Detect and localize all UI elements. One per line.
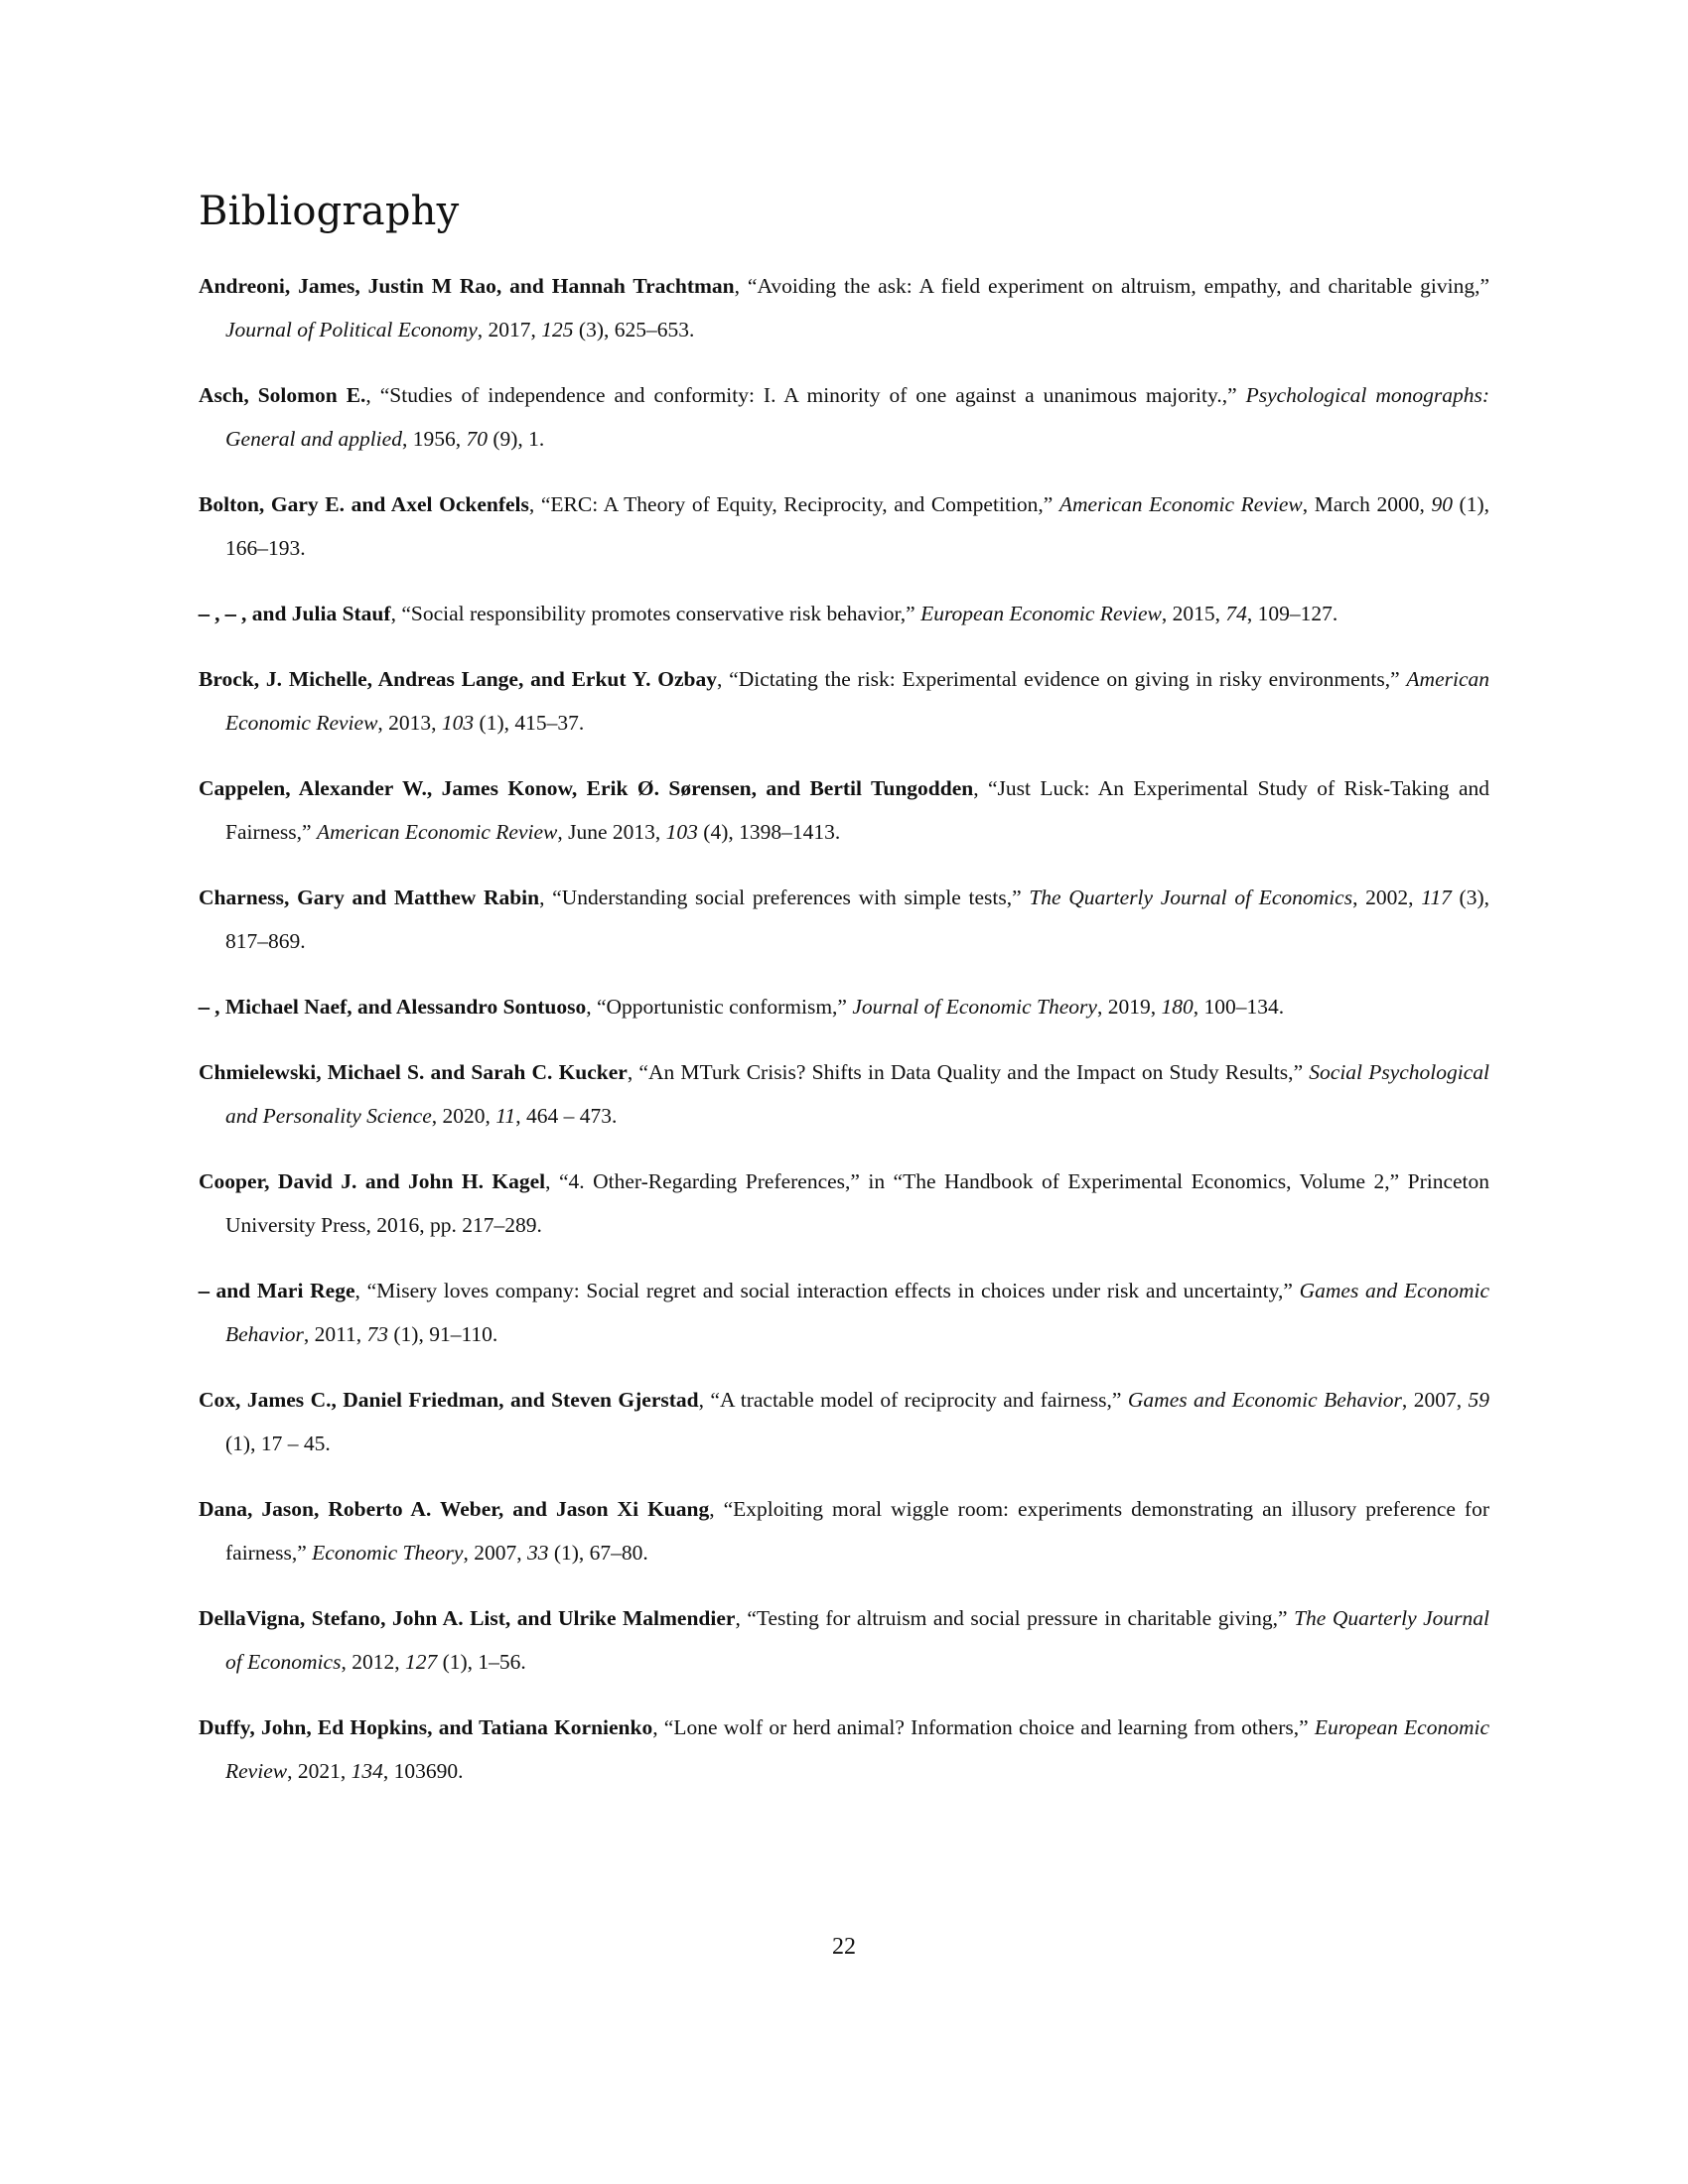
- reference-authors: ⎯ , ⎯ , and Julia Stauf: [199, 602, 391, 625]
- reference-pages: (3), 817–869.: [225, 886, 1489, 953]
- reference-authors: Dana, Jason, Roberto A. Weber, and Jason Xi Kuang: [199, 1497, 710, 1521]
- reference-pages: (4), 1398–1413.: [703, 820, 841, 844]
- reference-authors: DellaVigna, Stefano, John A. List, and Ulrike Malmendier: [199, 1606, 736, 1630]
- reference-entry: Chmielewski, Michael S. and Sarah C. Kucker, “An MTurk Crisis? Shifts in Data Quality and the Impact on Study Results,” Social Psychological and Personality Science, 2020, 11, 464 – 473.: [199, 1060, 1489, 1128]
- reference-volume: 70: [466, 427, 488, 451]
- reference-publisher: Princeton University Press, 2016, pp. 217–289.: [225, 1169, 1490, 1237]
- reference-pages: (1), 166–193.: [225, 492, 1489, 560]
- reference-volume: 103: [665, 820, 698, 844]
- reference-authors: Cooper, David J. and John H. Kagel: [199, 1169, 546, 1193]
- reference-volume: 117: [1421, 886, 1452, 909]
- reference-authors: Charness, Gary and Matthew Rabin: [199, 886, 540, 909]
- reference-authors: Bolton, Gary E. and Axel Ockenfels: [199, 492, 529, 516]
- reference-year: 2015: [1172, 602, 1215, 625]
- reference-pages: (3), 625–653.: [578, 318, 695, 341]
- reference-authors: ⎯ , Michael Naef, and Alessandro Sontuoso: [199, 995, 587, 1019]
- reference-volume: 11: [495, 1104, 516, 1128]
- reference-volume: 125: [541, 318, 574, 341]
- reference-title: Just Luck: An Experimental Study of Risk-Taking and Fairness,: [225, 776, 1489, 844]
- reference-title: Misery loves company: Social regret and social interaction effects in choices under risk and uncertainty,: [376, 1279, 1284, 1302]
- reference-year: June 2013: [568, 820, 655, 844]
- reference-volume: 180: [1161, 995, 1194, 1019]
- reference-title: Exploiting moral wiggle room: experiments demonstrating an illusory preference for fairness,: [225, 1497, 1489, 1565]
- reference-entry: DellaVigna, Stefano, John A. List, and Ulrike Malmendier, “Testing for altruism and social pressure in charitable giving,” The Quarterly Journal of Economics, 2012, 127 (1), 1–56.: [199, 1606, 1489, 1674]
- reference-title: A tractable model of reciprocity and fairness,: [719, 1388, 1112, 1412]
- reference-pages: (1), 91–110.: [393, 1322, 498, 1346]
- reference-title: 4. Other-Regarding Preferences,: [568, 1169, 851, 1193]
- reference-volume: 90: [1431, 492, 1453, 516]
- reference-volume: 74: [1225, 602, 1247, 625]
- reference-year: 2002: [1365, 886, 1409, 909]
- reference-pages: (1), 415–37.: [479, 711, 585, 735]
- reference-volume: 127: [404, 1650, 438, 1674]
- reference-entry: Bolton, Gary E. and Axel Ockenfels, “ERC: A Theory of Equity, Reciprocity, and Competition,” American Economic Review, March 2000, 90 (1), 166–193.: [199, 492, 1489, 560]
- reference-journal: American Economic Review: [225, 667, 1490, 735]
- reference-title: ERC: A Theory of Equity, Reciprocity, and Competition,: [550, 492, 1044, 516]
- reference-title: Studies of independence and conformity: I. A minority of one against a unanimous majority.,: [389, 383, 1228, 407]
- reference-journal: The Quarterly Journal of Economics: [1029, 886, 1353, 909]
- reference-journal: Games and Economic Behavior: [225, 1279, 1489, 1346]
- reference-pages: (1), 1–56.: [442, 1650, 526, 1674]
- reference-entry: Asch, Solomon E., “Studies of independence and conformity: I. A minority of one against a unanimous majority.,” Psychological monographs: General and applied, 1956, 70 (9), 1.: [199, 383, 1489, 451]
- reference-journal: Journal of Economic Theory: [852, 995, 1097, 1019]
- reference-year: 2021: [297, 1759, 341, 1783]
- reference-title: Understanding social preferences with simple tests,: [561, 886, 1013, 909]
- reference-journal: Economic Theory: [312, 1541, 464, 1565]
- reference-pages: 100–134.: [1203, 995, 1285, 1019]
- reference-journal: American Economic Review: [1058, 492, 1303, 516]
- reference-list: [199, 264, 1489, 1793]
- reference-journal: American Economic Review: [316, 820, 558, 844]
- reference-entry: Andreoni, James, Justin M Rao, and Hannah Trachtman, “Avoiding the ask: A field experiment on altruism, empathy, and charitable giving,” Journal of Political Economy, 2017, 125 (3), 625–653.: [199, 274, 1489, 341]
- reference-journal: Social Psychological and Personality Science: [225, 1060, 1489, 1128]
- reference-year: 2012: [352, 1650, 395, 1674]
- page-number: 22: [832, 1934, 856, 1960]
- reference-year: 2020: [442, 1104, 486, 1128]
- reference-authors: Asch, Solomon E.: [199, 383, 366, 407]
- reference-entry: Duffy, John, Ed Hopkins, and Tatiana Kornienko, “Lone wolf or herd animal? Information choice and learning from others,” European Economic Review, 2021, 134, 103690.: [199, 1715, 1490, 1783]
- reference-pages: (9), 1.: [492, 427, 545, 451]
- reference-title: Testing for altruism and social pressure in charitable giving,: [756, 1606, 1279, 1630]
- reference-journal: Games and Economic Behavior: [1127, 1388, 1402, 1412]
- reference-title: An MTurk Crisis? Shifts in Data Quality and the Impact on Study Results,: [647, 1060, 1294, 1084]
- reference-year: 2011: [314, 1322, 356, 1346]
- reference-authors: Andreoni, James, Justin M Rao, and Hannah Trachtman: [199, 274, 735, 298]
- reference-pages: 103690.: [393, 1759, 464, 1783]
- reference-entry: Cappelen, Alexander W., James Konow, Erik Ø. Sørensen, and Bertil Tungodden, “Just Luck: An Experimental Study of Risk-Taking and Fairness,” American Economic Review, June 2013, 103 (4), 1398–1413.: [199, 776, 1489, 844]
- reference-title: Opportunistic conformism,: [606, 995, 838, 1019]
- reference-volume: 73: [366, 1322, 389, 1346]
- reference-year: 2007: [1413, 1388, 1457, 1412]
- reference-title: Dictating the risk: Experimental evidence on giving in risky environments,: [738, 667, 1391, 691]
- reference-volume: 134: [351, 1759, 383, 1783]
- reference-year: 2019: [1107, 995, 1151, 1019]
- reference-title: Avoiding the ask: A field experiment on altruism, empathy, and charitable giving,: [757, 274, 1480, 298]
- reference-journal: The Quarterly Journal of Economics: [225, 1606, 1489, 1674]
- reference-entry: Dana, Jason, Roberto A. Weber, and Jason Xi Kuang, “Exploiting moral wiggle room: experiments demonstrating an illusory preference for fairness,” Economic Theory, 2007, 33 (1), 67–80.: [199, 1497, 1489, 1565]
- reference-pages: 464 – 473.: [525, 1104, 618, 1128]
- reference-title: Social responsibility promotes conservative risk behavior,: [410, 602, 907, 625]
- reference-journal: Journal of Political Economy: [225, 318, 478, 341]
- reference-journal: European Economic Review: [225, 1715, 1490, 1783]
- reference-journal: European Economic Review: [920, 602, 1162, 625]
- reference-entry: ⎯ , Michael Naef, and Alessandro Sontuoso, “Opportunistic conformism,” Journal of Economic Theory, 2019, 180, 100–134.: [199, 995, 1285, 1019]
- reference-pages: (1), 67–80.: [553, 1541, 648, 1565]
- reference-entry: Brock, J. Michelle, Andreas Lange, and Erkut Y. Ozbay, “Dictating the risk: Experimental evidence on giving in risky environments,” American Economic Review, 2013, 103 (1), 415–37.: [199, 667, 1490, 735]
- reference-pages: 109–127.: [1257, 602, 1338, 625]
- reference-year: 1956: [412, 427, 456, 451]
- reference-title: Lone wolf or herd animal? Information choice and learning from others,: [673, 1715, 1300, 1739]
- reference-year: 2013: [388, 711, 432, 735]
- reference-year: 2017: [488, 318, 531, 341]
- reference-entry: ⎯ , ⎯ , and Julia Stauf, “Social responsibility promotes conservative risk behavior,” European Economic Review, 2015, 74, 109–127.: [199, 602, 1338, 625]
- reference-entry: Charness, Gary and Matthew Rabin, “Understanding social preferences with simple tests,” The Quarterly Journal of Economics, 2002, 117 (3), 817–869.: [199, 886, 1489, 953]
- reference-authors: Brock, J. Michelle, Andreas Lange, and Erkut Y. Ozbay: [199, 667, 717, 691]
- bibliography-page: [199, 189, 1489, 1815]
- reference-volume: 103: [441, 711, 475, 735]
- reference-pages: (1), 17 – 45.: [225, 1432, 331, 1455]
- reference-journal: Psychological monographs: General and applied: [225, 383, 1489, 451]
- reference-volume: 33: [526, 1541, 549, 1565]
- reference-authors: Chmielewski, Michael S. and Sarah C. Kucker: [199, 1060, 628, 1084]
- reference-entry: Cooper, David J. and John H. Kagel, “4. Other-Regarding Preferences,” in “The Handbook of Experimental Economics, Volume 2,” Princeton University Press, 2016, pp. 217–289.: [199, 1169, 1490, 1237]
- reference-year: March 2000: [1314, 492, 1420, 516]
- reference-authors: Cappelen, Alexander W., James Konow, Erik Ø. Sørensen, and Bertil Tungodden: [199, 776, 974, 800]
- reference-book-title: The Handbook of Experimental Economics, Volume 2,: [903, 1169, 1390, 1193]
- reference-entry: ⎯ and Mari Rege, “Misery loves company: Social regret and social interaction effects in choices under risk and uncertainty,” Games and Economic Behavior, 2011, 73 (1), 91–110.: [199, 1279, 1489, 1346]
- reference-authors: ⎯ and Mari Rege: [199, 1279, 355, 1302]
- reference-volume: 59: [1468, 1388, 1490, 1412]
- reference-year: 2007: [474, 1541, 517, 1565]
- page-title: Bibliography: [199, 189, 460, 234]
- reference-authors: Cox, James C., Daniel Friedman, and Steven Gjerstad: [199, 1388, 699, 1412]
- reference-authors: Duffy, John, Ed Hopkins, and Tatiana Kornienko: [199, 1715, 653, 1739]
- reference-entry: Cox, James C., Daniel Friedman, and Steven Gjerstad, “A tractable model of reciprocity and fairness,” Games and Economic Behavior, 2007, 59 (1), 17 – 45.: [199, 1388, 1490, 1455]
